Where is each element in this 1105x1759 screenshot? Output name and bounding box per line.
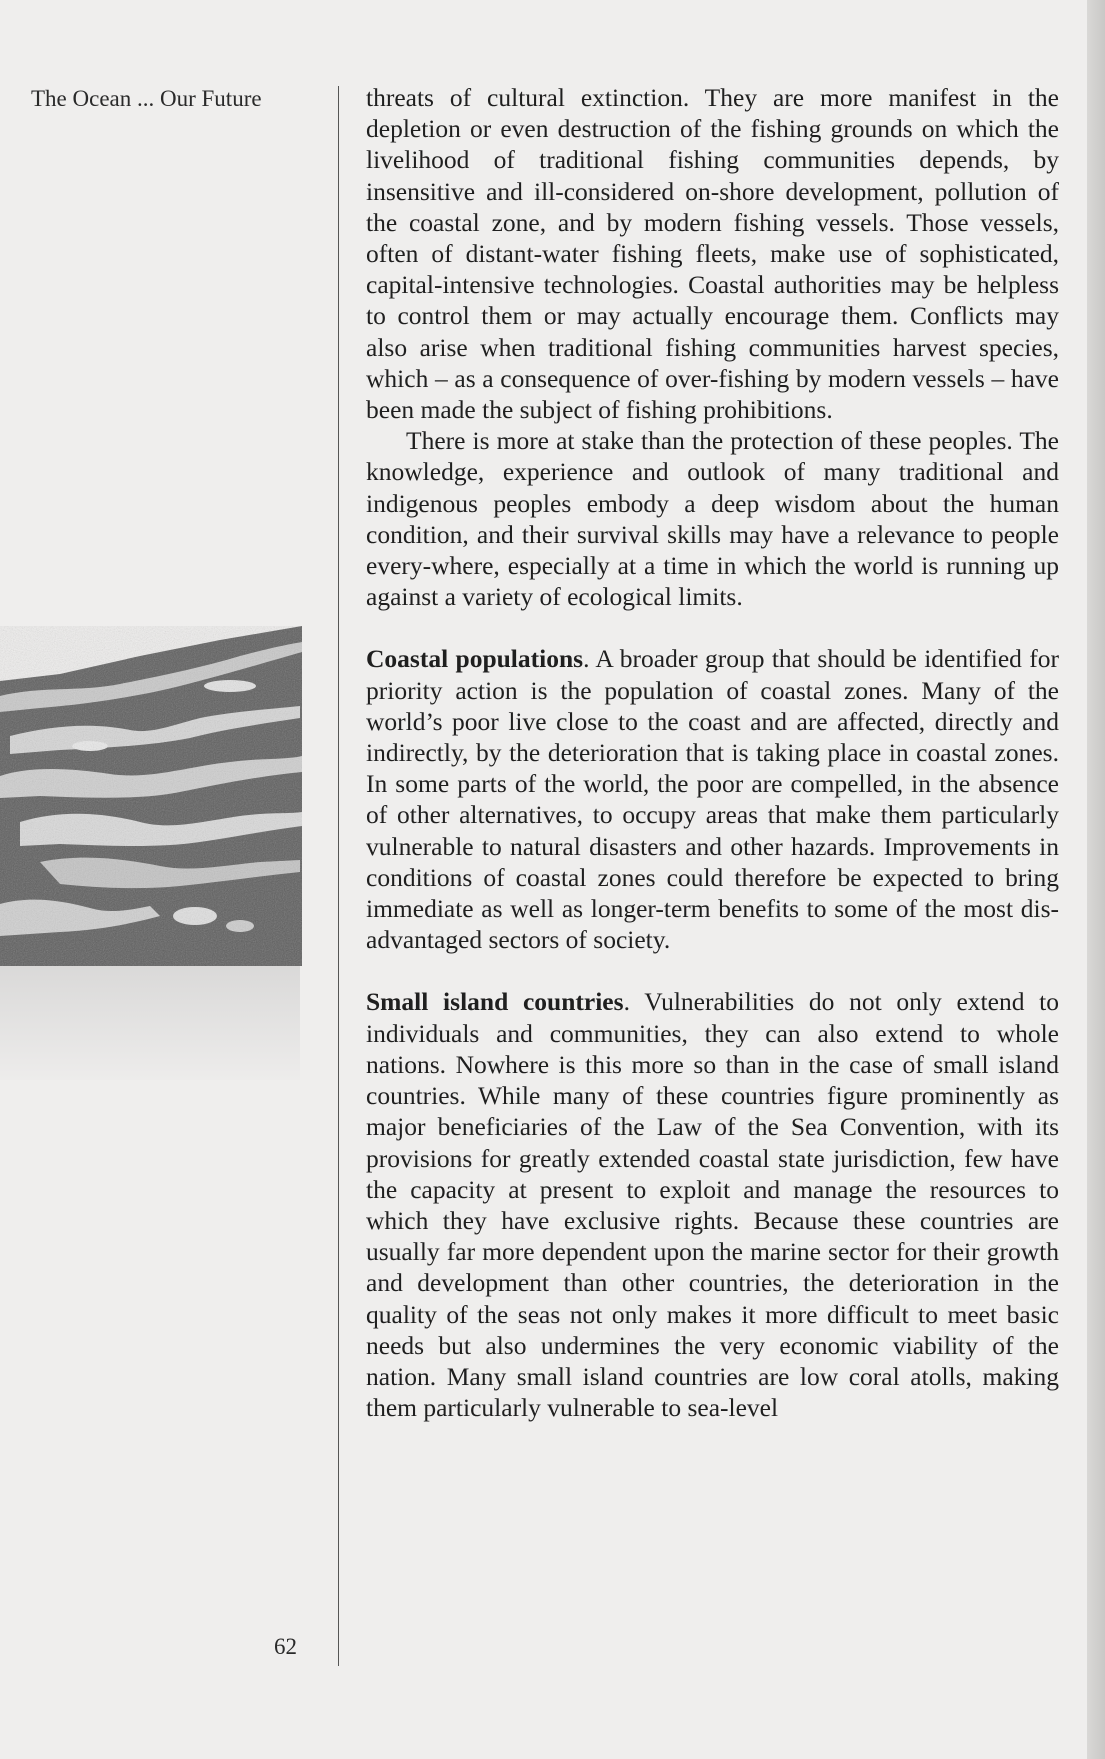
ocean-water-photo xyxy=(0,626,302,966)
text-coastal-populations: . A broader group that should be identified for priority action is the population of coastal zones. Many of the world’s poor live close to the coast and are affected, directly and indirectly, by the deterioration that is taking place in coastal zones. In some parts of the world, the poor are compelled, in the absence of other alternatives, to occupy areas that make them particularly vulnerable to natural disasters and other hazards. Improvements in conditions of coastal zones could therefore be expected to bring immediate as well as longer-term benefits to some of the most dis-advantaged sectors of society. xyxy=(366,644,1060,955)
paragraph-coastal-populations xyxy=(366,643,1059,955)
heading-small-island-countries: Small island countries xyxy=(366,987,624,1017)
paragraph-small-island-countries xyxy=(366,986,1059,1423)
paragraph-more-at-stake: There is more at stake than the protection of these peoples. The knowledge, experience and outlook of many traditional and indigenous peoples embody a deep wisdom about the human condition, and their survival skills may have a relevance to people every-where, especially at a time in which the world is running up against a variety of ecological limits. xyxy=(366,426,1059,612)
heading-coastal-populations: Coastal populations xyxy=(366,644,584,674)
column-divider xyxy=(338,86,339,1666)
running-head: The Ocean ... Our Future xyxy=(31,86,262,111)
show-through-shadow xyxy=(0,960,300,1080)
page-number: 62 xyxy=(274,1634,297,1659)
page-edge xyxy=(1087,0,1105,1759)
paragraph-cultural-extinction: threats of cultural extinction. They are more manifest in the depletion or even destruction of the fishing grounds on which the livelihood of traditional fishing communities depends, by insensitive and ill-considered on-shore development, pollution of the coastal zone, and by modern fishing vessels. Those vessels, often of distant-water fishing fleets, make use of sophisticated, capital-intensive technologies. Coastal authorities may be helpless to control them or may actually encourage them. Conflicts may also arise when traditional fishing communities harvest species, which – as a consequence of over-fishing by modern vessels – have been made the subject of fishing prohibitions. xyxy=(366,83,1059,425)
main-text-column xyxy=(366,82,1059,1423)
text-small-island-countries: . Vulnerabilities do not only extend to individuals and communities, they can also extend to whole nations. Nowhere is this more so than in the case of small island countries. While many of these countries figure prominently as major beneficiaries of the Law of the Sea Convention, with its provisions for greatly extended coastal state jurisdiction, few have the capacity at present to exploit and manage the resources to which they have exclusive rights. Because these countries are usually far more dependent upon the marine sector for their growth and development than other countries, the deterioration in the quality of the seas not only makes it more difficult to meet basic needs but also undermines the very economic viability of the nation. Many small island countries are low coral atolls, making them particularly vulnerable to sea-level xyxy=(366,987,1060,1423)
